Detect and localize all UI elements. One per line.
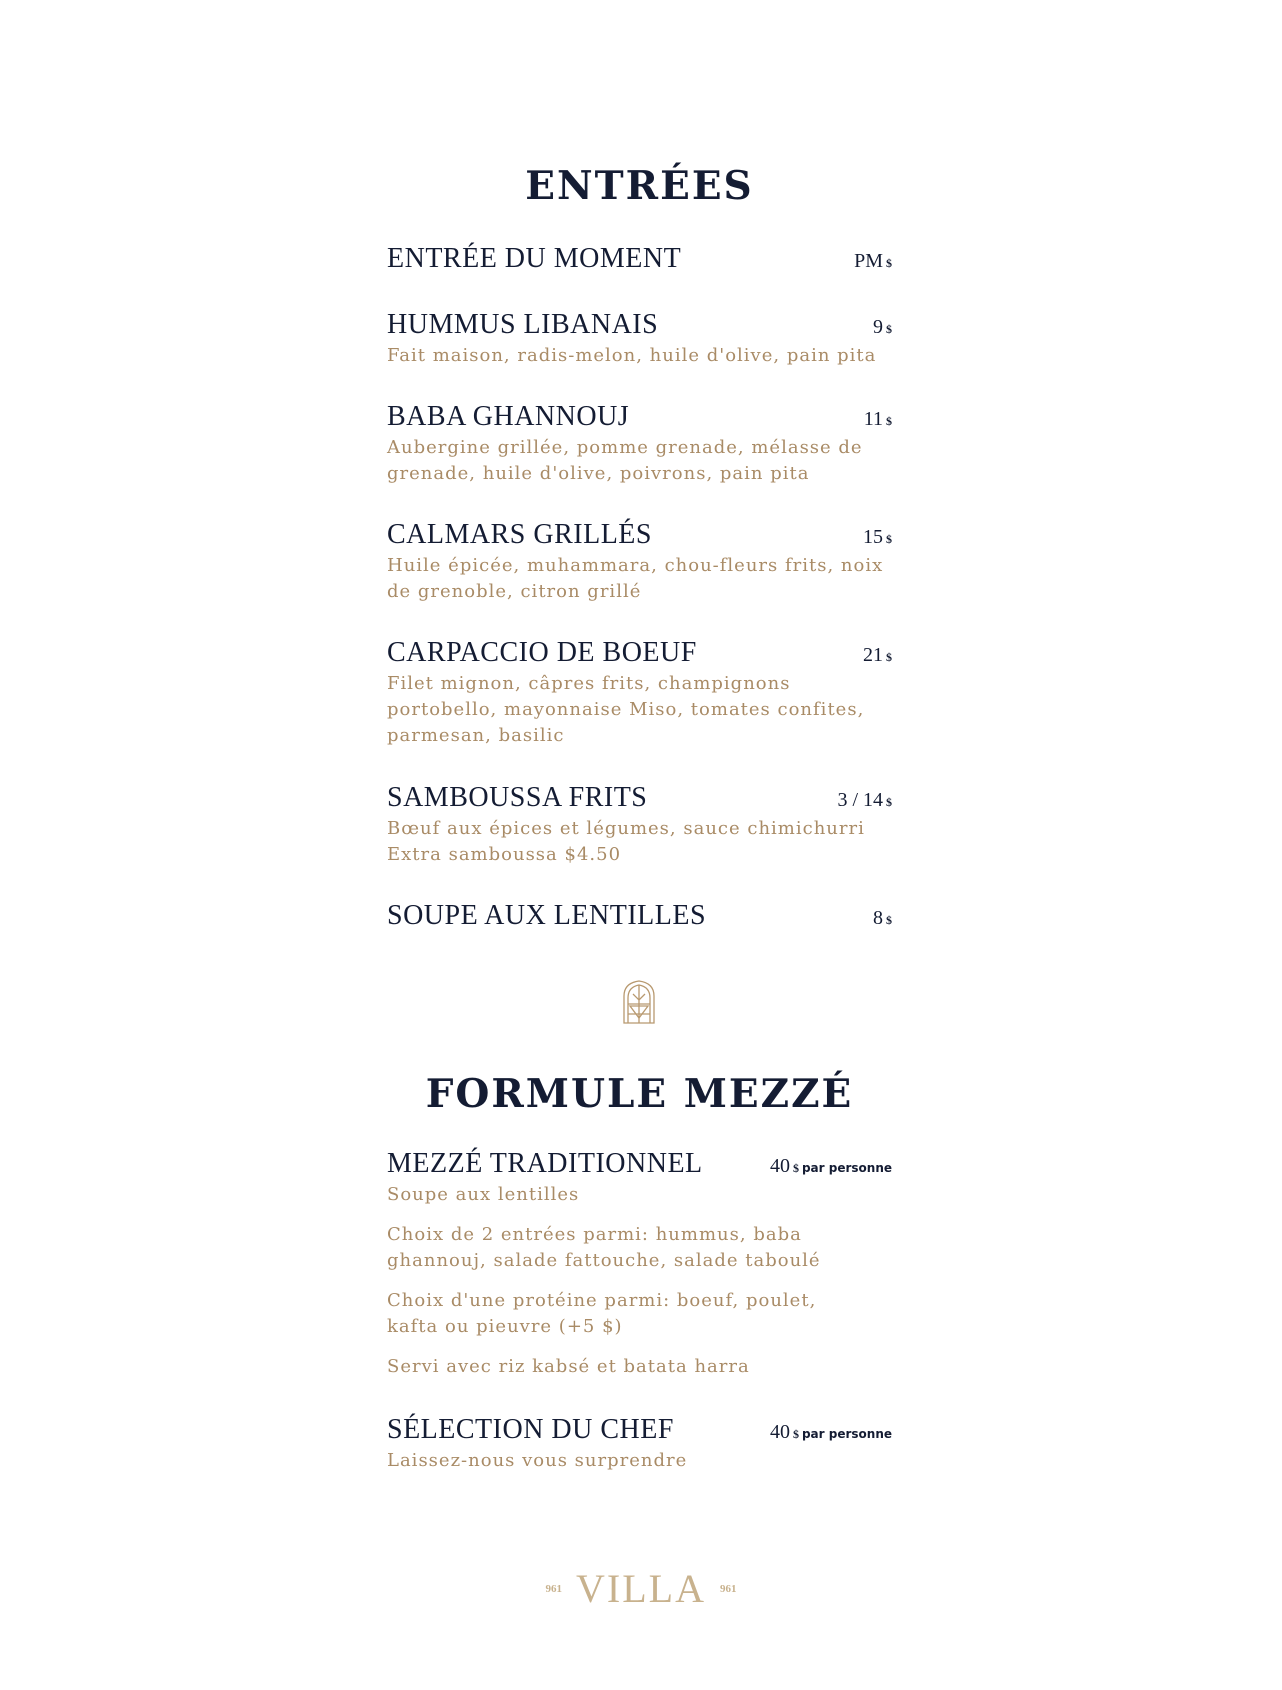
menu-item bbox=[387, 1148, 892, 1380]
menu-item bbox=[387, 309, 892, 369]
item-price bbox=[770, 1421, 892, 1444]
description-line: Servi avec riz kabsé et batata harra bbox=[387, 1356, 750, 1377]
currency: $ bbox=[886, 256, 892, 270]
menu-item bbox=[387, 401, 892, 487]
price-value: PM bbox=[854, 250, 883, 272]
menu-item bbox=[387, 519, 892, 605]
currency: $ bbox=[886, 913, 892, 927]
item-price bbox=[854, 250, 892, 273]
item-price bbox=[863, 644, 892, 667]
currency: $ bbox=[886, 795, 892, 809]
item-description bbox=[387, 671, 892, 749]
price-value: 9 bbox=[873, 316, 883, 338]
description-text: Bœuf aux épices et légumes, sauce chimichurri bbox=[387, 818, 865, 839]
description-text: Huile épicée, muhammara, chou-fleurs frits, noix de grenoble, citron grillé bbox=[387, 555, 884, 602]
currency: $ bbox=[886, 322, 892, 336]
currency: $ bbox=[886, 414, 892, 428]
section-title-entrees: ENTRÉES bbox=[525, 163, 754, 209]
currency: $ bbox=[886, 532, 892, 546]
item-description bbox=[387, 1448, 892, 1474]
item-description bbox=[387, 816, 892, 868]
price-unit: par personne bbox=[801, 1427, 892, 1441]
item-price bbox=[864, 408, 892, 431]
item-name: BABA GHANNOUJ bbox=[387, 401, 630, 432]
description-text: Filet mignon, câpres frits, champignons portobello, mayonnaise Miso, tomates confites, parmesan, basilic bbox=[387, 673, 865, 746]
menu-item bbox=[387, 637, 892, 749]
price-value: 40 bbox=[769, 1421, 790, 1443]
item-name: SAMBOUSSA FRITS bbox=[387, 782, 648, 813]
description-line: Soupe aux lentilles bbox=[387, 1184, 580, 1205]
description-extra: Extra samboussa $4.50 bbox=[387, 844, 622, 865]
menu-item bbox=[387, 1414, 892, 1474]
item-price bbox=[873, 907, 892, 930]
brand-logo: VILLA bbox=[576, 1566, 706, 1611]
footer-brand bbox=[0, 1565, 1282, 1612]
price-value: 21 bbox=[863, 644, 883, 666]
section-title-formule-mezze: FORMULE MEZZÉ bbox=[425, 1071, 854, 1117]
item-name: CALMARS GRILLÉS bbox=[387, 519, 652, 550]
price-value: 11 bbox=[863, 408, 883, 430]
currency: $ bbox=[886, 650, 892, 664]
currency: $ bbox=[792, 1427, 799, 1441]
item-name: SOUPE AUX LENTILLES bbox=[387, 900, 707, 931]
item-price bbox=[837, 789, 892, 812]
price-value: 40 bbox=[769, 1155, 790, 1177]
item-description bbox=[387, 343, 892, 369]
description-line: Choix de 2 entrées parmi: hummus, baba ghannouj, salade fattouche, salade taboulé bbox=[387, 1224, 821, 1271]
item-name: CARPACCIO DE BOEUF bbox=[387, 637, 697, 668]
currency: $ bbox=[792, 1161, 799, 1175]
item-name: ENTRÉE DU MOMENT bbox=[387, 243, 682, 274]
footer-number-right: 961 bbox=[719, 1582, 737, 1595]
item-name: HUMMUS LIBANAIS bbox=[387, 309, 659, 340]
footer-number-left: 961 bbox=[545, 1582, 563, 1595]
item-price bbox=[863, 526, 892, 549]
item-price bbox=[873, 316, 892, 339]
item-description bbox=[387, 435, 892, 487]
description-text: Fait maison, radis-melon, huile d'olive, pain pita bbox=[387, 345, 877, 366]
menu-item bbox=[387, 782, 892, 868]
price-value: 3 / 14 bbox=[837, 789, 883, 811]
item-description bbox=[387, 1182, 892, 1380]
item-description bbox=[387, 553, 892, 605]
menu-item bbox=[387, 900, 892, 932]
item-price bbox=[770, 1155, 892, 1178]
description-text: Aubergine grillée, pomme grenade, mélasse de grenade, huile d'olive, poivrons, pain pita bbox=[387, 437, 863, 484]
price-value: 8 bbox=[873, 907, 883, 929]
menu-item bbox=[387, 243, 892, 275]
description-line: Choix d'une protéine parmi: boeuf, poulet, kafta ou pieuvre (+5 $) bbox=[387, 1290, 817, 1337]
price-unit: par personne bbox=[801, 1161, 892, 1175]
item-name: MEZZÉ TRADITIONNEL bbox=[387, 1148, 703, 1179]
price-value: 15 bbox=[863, 526, 883, 548]
arch-window-ornament-icon bbox=[622, 980, 656, 1024]
item-name: SÉLECTION DU CHEF bbox=[387, 1414, 674, 1445]
description-text: Laissez-nous vous surprendre bbox=[387, 1450, 688, 1471]
